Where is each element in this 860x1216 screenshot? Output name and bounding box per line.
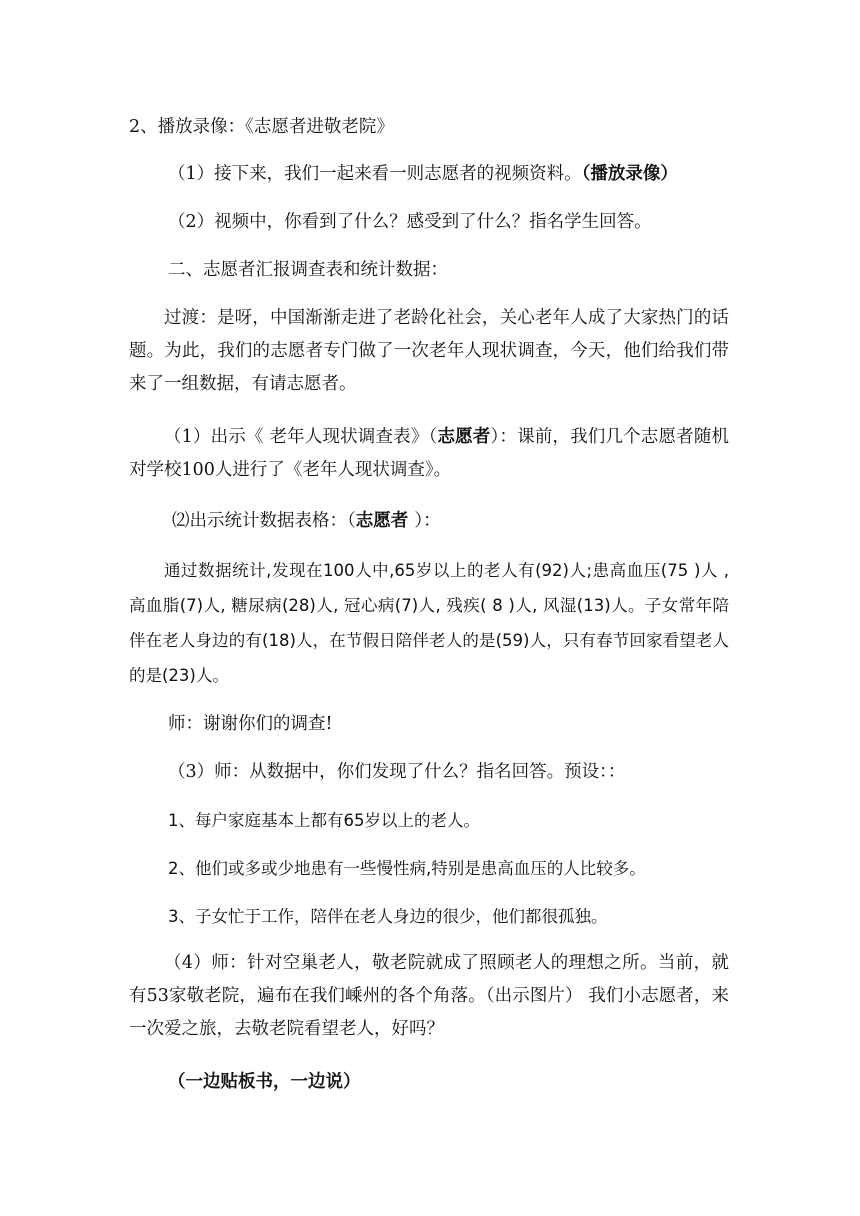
section-item-play-video: 2、播放录像：《志愿者进敬老院》 <box>129 117 394 137</box>
list-item-finding-1: 1、每户家庭基本上都有65岁以上的老人。 <box>168 811 480 830</box>
paragraph-transition: 过渡：是呀，中国渐渐走进了老龄化社会，关心老年人成了大家热门的话题。为此，我们的志愿者专门做了一次老年人现状调查，今天，他们给我们带来了一组数据，有请志愿者。 <box>129 308 729 394</box>
list-item-finding-3: 3、子女忙于工作，陪伴在老人身边的很少，他们都很孤独。 <box>168 907 608 926</box>
paragraph-nursing-home: （4）师：针对空巢老人，敬老院就成了照顾老人的理想之所。当前，就有53家敬老院，遍布在我们嵊州的各个角落。（出示图片） 我们小志愿者，来一次爱之旅，去敬老院看望老人，好吗？ <box>129 953 729 1039</box>
paragraph-board-note: （一边贴板书，一边说） <box>168 1072 361 1092</box>
paragraph-survey-table <box>129 421 729 487</box>
bold-note: （播放录像） <box>581 164 678 184</box>
bold-note: 志愿者 <box>437 427 491 447</box>
paragraph-watch-video <box>168 158 728 191</box>
paragraph-text: ）：课前，我们几个志愿者随机对学校100人进行了《老年人现状调查》。 <box>129 427 730 480</box>
paragraph-stats-table <box>172 505 728 538</box>
paragraph-thanks: 师：谢谢你们的调查! <box>168 714 333 734</box>
paragraph-text: （1）出示《 老年人现状调查表》（ <box>164 427 438 447</box>
paragraph-statistics: 通过数据统计,发现在100人中,65岁以上的老人有(92)人;患高血压(75 )人 , 高血脂(7)人, 糖尿病(28)人, 冠心病(7)人, 残疾( 8 )人, 风湿(13)人。子女常年陪伴在老人身边的有(18)人，在节假日陪伴老人的是(59)人，只有春节回家看望老人的是(23)人。 <box>129 561 729 685</box>
paragraph-text: （1）接下来，我们一起来看一则志愿者的视频资料。 <box>168 164 582 184</box>
paragraph-text: ）： <box>414 511 441 531</box>
bold-note: 志愿者 <box>355 511 415 531</box>
list-item-finding-2: 2、他们或多或少地患有一些慢性病,特别是患高血压的人比较多。 <box>168 859 646 878</box>
paragraph-findings-question: （3）师：从数据中，你们发现了什么？指名回答。预设：： <box>168 762 626 782</box>
paragraph-question: （2）视频中，你看到了什么？感受到了什么？指名学生回答。 <box>168 212 652 232</box>
paragraph-text: ⑵出示统计数据表格：（ <box>172 511 356 531</box>
section-heading-two: 二、志愿者汇报调查表和统计数据： <box>168 260 448 280</box>
